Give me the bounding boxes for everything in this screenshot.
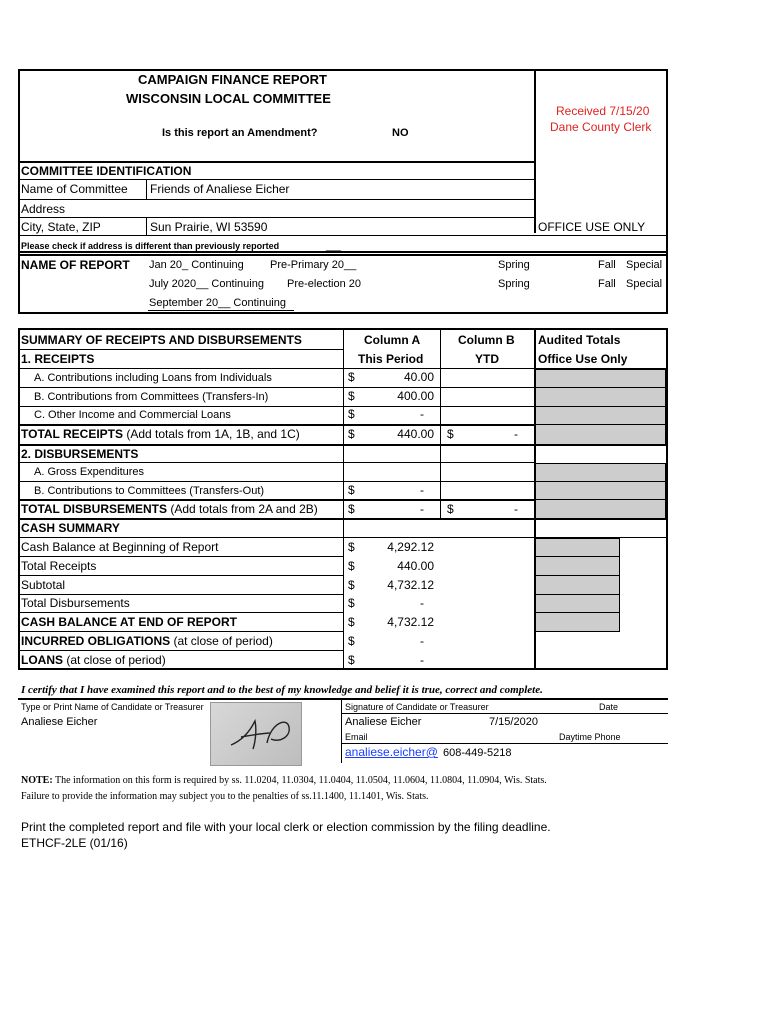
committee-heading: COMMITTEE IDENTIFICATION xyxy=(21,164,192,178)
print-name-label: Type or Print Name of Candidate or Treasurer xyxy=(21,702,204,712)
cash-end-label: CASH BALANCE AT END OF REPORT xyxy=(21,615,237,629)
report-fall-1: Fall xyxy=(598,259,616,271)
received-stamp-line1: Received 7/15/20 xyxy=(556,104,650,118)
committee-line-2 xyxy=(18,199,536,200)
note-text-1: The information on this form is required by ss. 11.0204, 11.0304, 11.0404, 11.0504, 11.0604, 11.0804, 11.0904, Wis. Stats. xyxy=(52,775,547,786)
committee-line-4 xyxy=(18,235,668,236)
report-september: September 20__ Continuing xyxy=(149,297,286,309)
row-line-dh xyxy=(18,462,536,463)
audit-title: Audited Totals xyxy=(538,333,621,347)
incurred-value: - xyxy=(420,634,424,648)
report-spring-2: Spring xyxy=(498,278,530,290)
email-label: Email xyxy=(345,732,368,742)
subtotal-value: 4,732.12 xyxy=(387,578,434,592)
dollar-sign: $ xyxy=(348,634,355,648)
header-bottom-line xyxy=(18,161,536,163)
phone-value: 608-449-5218 xyxy=(443,747,512,759)
amendment-answer: NO xyxy=(392,127,409,139)
total-receipts-a: 440.00 xyxy=(397,427,434,441)
audit-grid xyxy=(535,387,666,388)
dollar-sign: $ xyxy=(348,540,355,554)
report-special-1: Special xyxy=(626,259,663,271)
city-divider xyxy=(146,218,147,235)
disbursements-heading: 2. DISBURSEMENTS xyxy=(21,447,139,461)
note-bold: NOTE: xyxy=(21,775,53,786)
name-divider xyxy=(146,180,147,199)
september-underline xyxy=(148,310,294,311)
col-b-title: Column B xyxy=(458,333,515,347)
audit-receipts-box xyxy=(535,369,666,445)
disb-b-value: - xyxy=(420,483,424,497)
audit-subtitle: Office Use Only xyxy=(538,352,628,366)
cash-summary-heading: CASH SUMMARY xyxy=(21,521,120,535)
audit-cash-box xyxy=(535,538,620,632)
total-receipts-bold: TOTAL RECEIPTS xyxy=(21,427,124,441)
dollar-sign: $ xyxy=(447,502,454,516)
disb-a-label: A. Gross Expenditures xyxy=(34,466,145,478)
received-stamp-line2: Dane County Clerk xyxy=(550,120,652,134)
audit-grid xyxy=(535,406,666,407)
row-line-c5 xyxy=(18,631,344,632)
loans-bold: LOANS xyxy=(21,653,63,667)
report-july: July 2020__ Continuing xyxy=(149,278,264,290)
total-receipts-b: - xyxy=(514,427,518,441)
committee-name-value: Friends of Analiese Eicher xyxy=(150,182,290,196)
report-jan: Jan 20_ Continuing xyxy=(149,259,244,271)
print-name-value: Analiese Eicher xyxy=(21,716,98,728)
col-b-subtitle: YTD xyxy=(475,352,499,366)
dollar-sign: $ xyxy=(348,559,355,573)
office-use-only: OFFICE USE ONLY xyxy=(538,220,646,234)
total-disb-note: (Add totals from 2A and 2B) xyxy=(167,502,318,516)
report-spring-1: Spring xyxy=(498,259,530,271)
dollar-sign: $ xyxy=(348,615,355,629)
phone-label: Daytime Phone xyxy=(559,732,621,742)
total-disb-label xyxy=(21,502,318,516)
form-subtitle: WISCONSIN LOCAL COMMITTEE xyxy=(126,91,331,106)
dollar-sign: $ xyxy=(348,407,355,421)
dollar-sign: $ xyxy=(348,370,355,384)
receipts-heading: 1. RECEIPTS xyxy=(21,352,95,366)
loans-label xyxy=(21,653,166,667)
committee-name-label: Name of Committee xyxy=(21,182,128,196)
receipt-c-label: C. Other Income and Commercial Loans xyxy=(34,409,231,421)
date-label: Date xyxy=(599,702,619,712)
cash-receipts-value: 440.00 xyxy=(397,559,434,573)
email-link[interactable]: analiese.eicher@ xyxy=(345,745,438,759)
row-line-c1 xyxy=(18,556,344,557)
city-label: City, State, ZIP xyxy=(21,220,101,234)
row-line-rc xyxy=(18,424,536,426)
address-check-note: Please check if address is different than previously reported xyxy=(21,241,280,251)
form-code: ETHCF-2LE (01/16) xyxy=(21,836,128,850)
cash-end-value: 4,732.12 xyxy=(387,615,434,629)
row-line-c2 xyxy=(18,575,344,576)
audit-grid xyxy=(535,594,620,595)
cert-line-2 xyxy=(342,743,668,744)
receipt-a-label: A. Contributions including Loans from Individuals xyxy=(34,372,272,384)
address-label: Address xyxy=(21,202,66,216)
cert-line-1 xyxy=(342,713,668,714)
incurred-note: (at close of period) xyxy=(170,634,273,648)
incurred-label xyxy=(21,634,273,648)
receipt-c-value: - xyxy=(420,407,424,421)
dollar-sign: $ xyxy=(348,427,355,441)
certification-statement: I certify that I have examined this report and to the best of my knowledge and belief it is true, correct and complete. xyxy=(21,684,543,696)
cert-top-line xyxy=(18,698,668,700)
col-a-subtitle: This Period xyxy=(358,352,424,366)
col-a-title: Column A xyxy=(364,333,421,347)
amendment-question: Is this report an Amendment? xyxy=(162,127,318,139)
row-line-ra xyxy=(18,387,536,388)
disb-b-label: B. Contributions to Committees (Transfers-Out) xyxy=(34,485,265,497)
signature-scribble xyxy=(211,703,301,765)
report-name-label: NAME OF REPORT xyxy=(21,258,130,272)
total-receipts-label xyxy=(21,427,300,441)
audit-disb-box xyxy=(535,463,666,519)
committee-line-1 xyxy=(18,179,536,180)
total-receipts-note: (Add totals from 1A, 1B, and 1C) xyxy=(123,427,300,441)
loans-note: (at close of period) xyxy=(63,653,166,667)
report-special-2: Special xyxy=(626,278,663,290)
receipt-b-label: B. Contributions from Committees (Transfers-In) xyxy=(34,391,269,403)
total-disb-a: - xyxy=(420,502,424,516)
row-line-c3 xyxy=(18,594,344,595)
audit-grid xyxy=(535,556,620,557)
row-line-rb xyxy=(18,406,536,407)
cash-disb-value: - xyxy=(420,596,424,610)
audit-grid xyxy=(535,575,620,576)
left-edge-check xyxy=(18,235,20,254)
cash-receipts-label: Total Receipts xyxy=(21,559,97,573)
report-preelection: Pre-election 20 xyxy=(287,278,361,290)
total-disb-b: - xyxy=(514,502,518,516)
city-value: Sun Prairie, WI 53590 xyxy=(150,220,268,234)
row-line-c6 xyxy=(18,650,344,651)
report-name-top xyxy=(18,254,668,256)
signature-image xyxy=(210,702,302,766)
row-line-da xyxy=(18,481,536,482)
signature-label: Signature of Candidate or Treasurer xyxy=(345,702,489,712)
note-line-1 xyxy=(21,775,547,786)
cert-divider xyxy=(341,699,342,763)
audit-grid xyxy=(535,481,666,482)
note-line-2: Failure to provide the information may subject you to the penalties of ss.11.1400, 11.1401, Wis. Stats. xyxy=(21,791,429,802)
print-instruction: Print the completed report and file with your local clerk or election commission by the filing deadline. xyxy=(21,820,551,834)
audit-grid xyxy=(535,424,666,425)
audit-grid xyxy=(535,612,620,613)
form-title: CAMPAIGN FINANCE REPORT xyxy=(138,72,327,87)
summary-heading: SUMMARY OF RECEIPTS AND DISBURSEMENTS xyxy=(21,333,302,347)
cash-disb-label: Total Disbursements xyxy=(21,596,130,610)
header-divider xyxy=(534,69,536,233)
signature-date: 7/15/2020 xyxy=(489,716,538,728)
dollar-sign: $ xyxy=(348,389,355,403)
summary-line-a xyxy=(18,349,344,350)
dollar-sign: $ xyxy=(348,502,355,516)
dollar-sign: $ xyxy=(348,578,355,592)
report-fall-2: Fall xyxy=(598,278,616,290)
dollar-sign: $ xyxy=(348,596,355,610)
loans-value: - xyxy=(420,653,424,667)
right-edge-check xyxy=(666,235,668,254)
dollar-sign: $ xyxy=(447,427,454,441)
cash-begin-label: Cash Balance at Beginning of Report xyxy=(21,540,219,554)
row-line-c4 xyxy=(18,612,344,613)
dollar-sign: $ xyxy=(348,653,355,667)
receipt-a-value: 40.00 xyxy=(403,370,434,384)
signature-name: Analiese Eicher xyxy=(345,716,422,728)
row-line-db xyxy=(18,499,536,501)
dollar-sign: $ xyxy=(348,483,355,497)
total-disb-bold: TOTAL DISBURSEMENTS xyxy=(21,502,168,516)
subtotal-label: Subtotal xyxy=(21,578,66,592)
committee-line-3 xyxy=(18,217,536,218)
address-check-blank: ___ xyxy=(326,241,342,251)
incurred-bold: INCURRED OBLIGATIONS xyxy=(21,634,171,648)
cash-begin-value: 4,292.12 xyxy=(387,540,434,554)
audit-grid xyxy=(535,499,666,500)
receipt-b-value: 400.00 xyxy=(397,389,434,403)
report-preprimary: Pre-Primary 20__ xyxy=(270,259,357,271)
